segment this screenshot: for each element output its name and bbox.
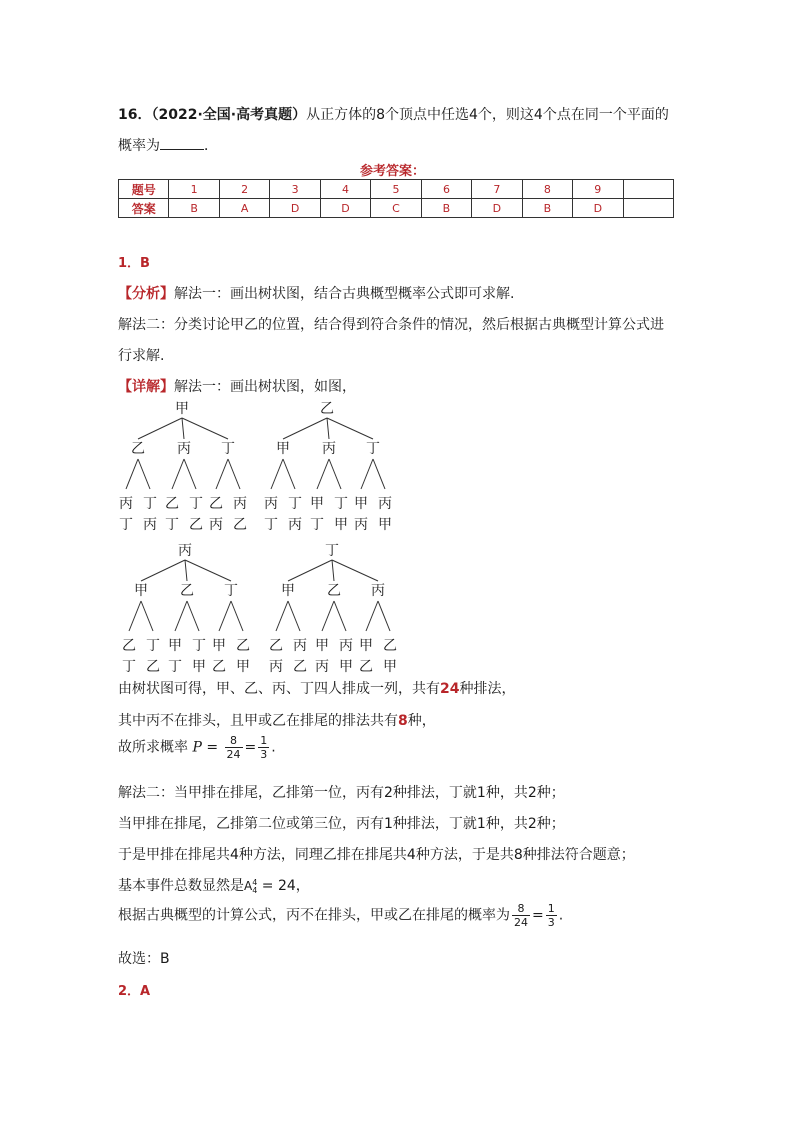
method2-text: = 24， — [261, 878, 310, 894]
tree-branch — [276, 601, 288, 631]
tree-leaf: 甲 — [354, 496, 368, 512]
tree-branch — [288, 560, 332, 581]
tree-branch — [231, 601, 243, 631]
tree-branch — [187, 601, 199, 631]
tree-leaf: 丙 — [354, 517, 368, 533]
answer-choice-line: 故选：B — [118, 951, 170, 967]
count-24: 24 — [440, 681, 460, 697]
tree-branch — [332, 560, 378, 581]
tree-branch — [329, 459, 341, 489]
tree-leaf: 丁 — [288, 496, 302, 512]
tree-branch — [141, 601, 153, 631]
tree-branch — [184, 459, 196, 489]
fraction-8-24 — [512, 902, 530, 929]
table-cell: B — [522, 199, 572, 218]
tree-root: 丁 — [325, 543, 339, 559]
frac-num: 8 — [225, 734, 243, 748]
conclusion-line-1 — [118, 678, 515, 698]
method2-intro-line1: 解法二：分类讨论甲乙的位置，结合得到符合条件的情况，然后根据古典概型计算公式进 — [118, 317, 664, 333]
tree-branch — [332, 560, 334, 581]
frac-den: 24 — [514, 916, 528, 929]
tree-leaf: 乙 — [209, 496, 223, 512]
conclusion-line-2 — [118, 710, 436, 730]
tree-node: 甲 — [276, 441, 290, 457]
tree-leaf: 丙 — [264, 496, 278, 512]
table-cell: 3 — [270, 180, 320, 199]
tree-branch — [175, 601, 187, 631]
tree-branch — [288, 601, 300, 631]
tree-branch — [129, 601, 141, 631]
tree-node: 丙 — [371, 583, 385, 599]
tree-leaf: 丁 — [168, 659, 182, 675]
tree-leaf: 甲 — [192, 659, 206, 675]
tree-leaf: 甲 — [339, 659, 353, 675]
tree-leaf: 丙 — [315, 659, 329, 675]
tree-branch — [228, 459, 240, 489]
question-source: （2022·全国·高考真题） — [151, 107, 307, 123]
tree-leaf: 丁 — [310, 517, 324, 533]
tree-root: 乙 — [320, 401, 334, 417]
tree-leaf: 甲 — [334, 517, 348, 533]
tree-node: 甲 — [134, 583, 148, 599]
tree-branch — [138, 459, 150, 489]
method2-line-4 — [118, 875, 310, 895]
frac-den: 3 — [547, 916, 555, 929]
method2-text: 基本事件总数显然是 — [118, 878, 244, 894]
tree-leaf: 丁 — [192, 638, 206, 654]
solution-1-label: 1．B — [118, 256, 150, 271]
tree-node: 乙 — [131, 441, 145, 457]
tree-leaf: 丙 — [143, 517, 157, 533]
tree-leaf: 丁 — [122, 659, 136, 675]
variable-p: P — [192, 739, 202, 756]
tree-node: 乙 — [327, 583, 341, 599]
method2-line-3: 于是甲排在排尾共4种方法，同理乙排在排尾共4种方法，于是共8种排法符合题意； — [118, 847, 635, 863]
tree-branch — [334, 601, 346, 631]
tree-leaf: 丙 — [288, 517, 302, 533]
table-cell: 9 — [573, 180, 623, 199]
tree-leaf: 丁 — [165, 517, 179, 533]
tree-node: 丁 — [366, 441, 380, 457]
table-header-number: 题号 — [119, 180, 169, 199]
tree-branch — [182, 418, 184, 439]
frac-num: 8 — [512, 902, 530, 916]
tree-leaf: 丙 — [119, 496, 133, 512]
tree-leaf: 丁 — [146, 638, 160, 654]
detail-text: 解法一：画出树状图，如图， — [174, 379, 356, 395]
frac-num: 1 — [260, 734, 268, 747]
tree-branch — [219, 601, 231, 631]
table-cell: B — [169, 199, 219, 218]
tree-leaf: 乙 — [189, 517, 203, 533]
tree-branch — [283, 418, 327, 439]
perm-a: A — [244, 879, 253, 893]
table-cell: 7 — [472, 180, 522, 199]
table-cell: D — [320, 199, 370, 218]
tree-root: 甲 — [175, 401, 189, 417]
table-cell: C — [371, 199, 421, 218]
tree-branch — [378, 601, 390, 631]
tree-node: 丙 — [177, 441, 191, 457]
tree-leaf: 丙 — [233, 496, 247, 512]
conclusion-text: 其中丙不在排头，且甲或乙在排尾的排法共有 — [118, 713, 398, 729]
tree-root: 丙 — [178, 543, 192, 559]
probability-line: 故所求概率 P = $\frac{8}{24}$ = $\frac{1}{3}$ . — [118, 734, 276, 761]
tree-branch — [317, 459, 329, 489]
tree-leaf: 丁 — [264, 517, 278, 533]
tree-leaf: 甲 — [236, 659, 250, 675]
question-number: 16． — [118, 107, 152, 123]
tree-branch — [138, 418, 182, 439]
tree-leaf: 乙 — [269, 638, 283, 654]
method2-intro-line2: 行求解. — [118, 348, 165, 364]
tree-leaf: 甲 — [310, 496, 324, 512]
table-cell: 6 — [421, 180, 471, 199]
tree-branch — [172, 459, 184, 489]
table-cell: 1 — [169, 180, 219, 199]
tree-branch — [182, 418, 228, 439]
method2-line-5: 根据古典概型的计算公式，丙不在排头，甲或乙在排尾的概率为 $\frac{8}{24}$ = $\frac{1}{3}$ . — [118, 902, 564, 929]
permutation-a44 — [244, 879, 257, 893]
tree-node: 丙 — [322, 441, 336, 457]
tree-leaf: 丁 — [334, 496, 348, 512]
tree-leaf: 乙 — [359, 659, 373, 675]
tree-branch — [185, 560, 187, 581]
tree-branch — [327, 418, 373, 439]
tree-leaf: 乙 — [293, 659, 307, 675]
tree-leaf: 丙 — [378, 496, 392, 512]
tree-leaf: 甲 — [359, 638, 373, 654]
tree-leaf: 甲 — [383, 659, 397, 675]
table-cell: D — [270, 199, 320, 218]
tree-leaf: 乙 — [233, 517, 247, 533]
table-cell: D — [472, 199, 522, 218]
tree-branch — [366, 601, 378, 631]
method2-text: 根据古典概型的计算公式，丙不在排头，甲或乙在排尾的概率为 — [118, 907, 510, 924]
conclusion-text: 故所求概率 — [118, 739, 188, 756]
tree-branch — [141, 560, 185, 581]
tree-leaf: 甲 — [315, 638, 329, 654]
table-cell: 2 — [219, 180, 269, 199]
tree-leaf: 乙 — [165, 496, 179, 512]
analysis-text: 解法一：画出树状图，结合古典概型概率公式即可求解. — [174, 286, 515, 302]
tree-branch — [373, 459, 385, 489]
tree-branch — [216, 459, 228, 489]
table-cell: A — [219, 199, 269, 218]
analysis-tag: 【分析】 — [118, 286, 174, 302]
tree-node: 丁 — [224, 583, 238, 599]
table-cell: B — [421, 199, 471, 218]
tree-leaf: 丙 — [293, 638, 307, 654]
tree-branch — [126, 459, 138, 489]
fraction-8-24 — [225, 734, 243, 761]
table-cell: 4 — [320, 180, 370, 199]
tree-branch — [361, 459, 373, 489]
tree-leaf: 丁 — [189, 496, 203, 512]
tree-branch — [327, 418, 329, 439]
detail-tag: 【详解】 — [118, 379, 174, 395]
tree-leaf: 乙 — [122, 638, 136, 654]
tree-branch — [283, 459, 295, 489]
conclusion-text: 种排法， — [459, 681, 516, 697]
frac-num: 1 — [547, 902, 555, 915]
table-cell: 5 — [371, 180, 421, 199]
tree-leaf: 丁 — [143, 496, 157, 512]
fraction-1-3 — [258, 734, 269, 761]
tree-node: 丁 — [221, 441, 235, 457]
tree-leaf: 甲 — [168, 638, 182, 654]
method2-line-1: 解法二：当甲排在排尾，乙排第一位，丙有2种排法，丁就1种，共2种； — [118, 785, 565, 801]
tree-leaf: 丙 — [339, 638, 353, 654]
method2-line-2: 当甲排在排尾，乙排第二位或第三位，丙有1种排法，丁就1种，共2种； — [118, 816, 565, 832]
count-8: 8 — [398, 713, 408, 729]
conclusion-text: 由树状图可得，甲、乙、丙、丁四人排成一列，共有 — [118, 681, 440, 697]
table-cell: 8 — [522, 180, 572, 199]
question-text-end: ． — [204, 138, 218, 154]
answer-table-title: 参考答案： — [360, 164, 426, 179]
tree-node: 甲 — [281, 583, 295, 599]
tree-branch — [322, 601, 334, 631]
fraction-1-3 — [546, 902, 557, 929]
perm-sub: 4 — [252, 885, 258, 895]
frac-den: 3 — [260, 748, 268, 761]
tree-leaf: 丁 — [119, 517, 133, 533]
table-header-answer: 答案 — [119, 199, 169, 218]
conclusion-text: 种， — [407, 713, 436, 729]
solution-2-label: 2．A — [118, 984, 151, 999]
tree-leaf: 乙 — [146, 659, 160, 675]
tree-leaf: 丙 — [209, 517, 223, 533]
question-text-2: 概率为 — [118, 138, 160, 154]
perm-sup: 4 — [252, 877, 258, 887]
tree-leaf: 乙 — [383, 638, 397, 654]
tree-leaf: 丙 — [269, 659, 283, 675]
tree-leaf: 乙 — [236, 638, 250, 654]
tree-branch — [271, 459, 283, 489]
tree-leaf: 甲 — [212, 638, 226, 654]
tree-leaf: 乙 — [212, 659, 226, 675]
table-cell: D — [573, 199, 623, 218]
tree-node: 乙 — [180, 583, 194, 599]
frac-den: 24 — [226, 748, 241, 761]
tree-branch — [185, 560, 231, 581]
tree-leaf: 甲 — [378, 517, 392, 533]
question-text: 从正方体的8个顶点中任选4个，则这4个点在同一个平面的 — [306, 107, 669, 123]
